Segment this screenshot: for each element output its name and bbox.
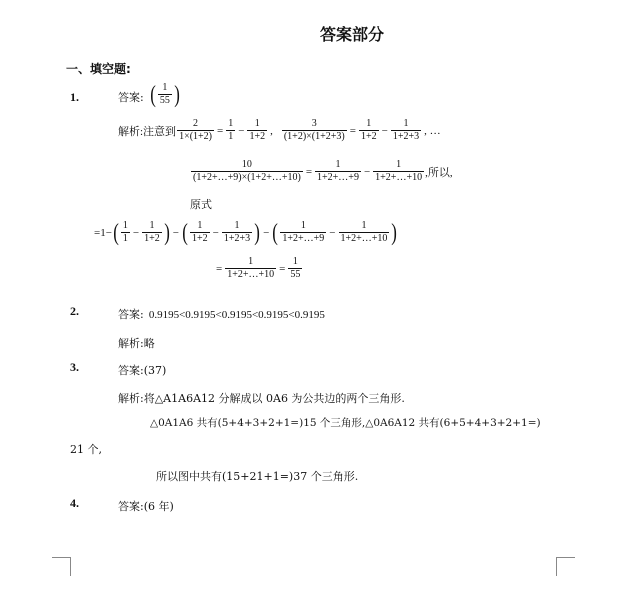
comma: , bbox=[270, 124, 273, 137]
q3-line2: △0A1A6 共有(5+4+3+2+1=)15 个三角形,△0A6A12 共有(6+5+4+3+2+1=) bbox=[150, 417, 541, 429]
page-title: 答案部分 bbox=[320, 25, 385, 44]
frac-den: 1+2+3 bbox=[392, 131, 420, 142]
q3-answer-value: (37) bbox=[143, 364, 167, 377]
frac-den: 1+2+…+9 bbox=[317, 172, 359, 183]
q3-analysis bbox=[118, 387, 405, 406]
frac-den: 1+2+…+10 bbox=[340, 233, 388, 244]
frac-num: 1 bbox=[228, 118, 234, 129]
frac-num: 1 bbox=[335, 159, 341, 170]
frac-den: 1+2 bbox=[360, 131, 377, 142]
ellipsis: , … bbox=[424, 124, 441, 137]
q1-expansion-line: =1− ( $\frac{1}{1}$ − $\frac{1}{1+2}$ ) − ( $\frac{1}{1+2}$ − $\frac{1}{1+2+3}$ ) − ( $\frac{1}{1+2+\dots+9}$ − $\frac{1}{1+2+\dots+10}$ ) bbox=[94, 219, 398, 246]
q2-answer-value: 0.9195<0.9195<0.9195<0.9195<0.9195 bbox=[148, 309, 325, 321]
q2-analysis bbox=[118, 332, 155, 351]
q3-line3: 21 个, bbox=[70, 443, 102, 456]
q4-answer-label: 答案: bbox=[118, 500, 144, 513]
question-number-4: 4. bbox=[70, 496, 79, 510]
q1-analysis-line1: 解析:注意到 $\frac{2}{1\times(1+2)}$ = $\frac{1}{1}$ − $\frac{1}{1+2}$ , $\frac{3}{(1+2)\times(1+2+3)}$ = $\frac{1}{1+2}$ − $\frac{1}{1+2+3}$ , … bbox=[118, 118, 441, 142]
frac-den: 1+2+3 bbox=[223, 233, 251, 244]
q1-answer-label: 答案: bbox=[118, 91, 144, 104]
question-number-1: 1. bbox=[70, 90, 79, 104]
frac-num: 1 bbox=[122, 220, 128, 231]
frac-num: 1 bbox=[292, 256, 298, 267]
frac-den: 1×(1+2) bbox=[179, 131, 213, 142]
q4-answer bbox=[118, 495, 174, 514]
q3-analysis-text: 将△A1A6A12 分解成以 0A6 为公共边的两个三角形. bbox=[143, 392, 405, 405]
frac-den: 55 bbox=[290, 269, 301, 280]
equals: = bbox=[217, 124, 224, 137]
frac-num: 1 bbox=[248, 256, 254, 267]
q3-answer-label: 答案: bbox=[118, 364, 144, 377]
frac-den: 1 bbox=[228, 131, 234, 142]
q1-answer bbox=[118, 82, 181, 107]
frac-num: 1 bbox=[254, 118, 260, 129]
q3-analysis-label: 解析: bbox=[118, 392, 144, 405]
q2-analysis-label: 解析: bbox=[118, 337, 144, 350]
expr-start: =1− bbox=[94, 226, 112, 239]
frac-den: 1+2 bbox=[249, 131, 266, 142]
frac-num: 1 bbox=[162, 82, 168, 93]
frac-den: 1 bbox=[122, 233, 128, 244]
frac-den: 1+2 bbox=[144, 233, 160, 244]
frac-den: 1+2 bbox=[192, 233, 208, 244]
question-number-2: 2. bbox=[70, 304, 79, 318]
q1-analysis-line2: $\frac{10}{(1+2+\dots+9)\times(1+2+\dots+10)}$ = $\frac{1}{1+2+\dots+9}$ − $\frac{1}{1+2+\dots+10}$ ,所以, bbox=[193, 159, 453, 183]
frac-num: 1 bbox=[403, 118, 409, 129]
question-number-3: 3. bbox=[70, 360, 79, 374]
page-corner-mark-left bbox=[52, 557, 71, 576]
q1-answer-value: ( $\frac{1}{55}$ ) bbox=[150, 81, 180, 108]
frac-den: (1+2+…+9)×(1+2+…+10) bbox=[193, 172, 301, 183]
original-expression-label: 原式 bbox=[190, 198, 212, 211]
frac-num: 1 bbox=[300, 220, 306, 231]
frac-num: 2 bbox=[193, 118, 199, 129]
frac-den: 1+2+…+10 bbox=[375, 172, 423, 183]
q1-result-line: = $\frac{1}{1+2+\dots+10}$ = $\frac{1}{55}$ bbox=[216, 256, 301, 280]
q1-analysis-label: 解析:注意到 bbox=[118, 125, 177, 138]
frac-num: 1 bbox=[396, 159, 402, 170]
frac-num: 10 bbox=[241, 159, 252, 170]
frac-num: 1 bbox=[361, 220, 367, 231]
q3-answer bbox=[118, 359, 166, 378]
q2-analysis-text: 略 bbox=[143, 337, 155, 350]
frac-den: 55 bbox=[159, 95, 170, 106]
frac-den: (1+2)×(1+2+3) bbox=[283, 131, 345, 142]
q3-line4: 所以图中共有(15+21+1=)37 个三角形. bbox=[156, 470, 359, 483]
frac-num: 1 bbox=[197, 220, 203, 231]
q2-answer-label: 答案: bbox=[118, 308, 144, 321]
so-text: ,所以, bbox=[425, 166, 453, 179]
frac-num: 3 bbox=[311, 118, 317, 129]
frac-num: 1 bbox=[366, 118, 372, 129]
frac-num: 1 bbox=[234, 220, 240, 231]
section-heading: 一、填空题: bbox=[66, 62, 131, 76]
frac-den: 1+2+…+10 bbox=[227, 269, 275, 280]
page-corner-mark-right bbox=[556, 557, 575, 576]
frac-den: 1+2+…+9 bbox=[282, 233, 325, 244]
q2-answer bbox=[118, 303, 325, 322]
frac-num: 1 bbox=[149, 220, 155, 231]
q4-answer-value: (6 年) bbox=[143, 500, 174, 513]
